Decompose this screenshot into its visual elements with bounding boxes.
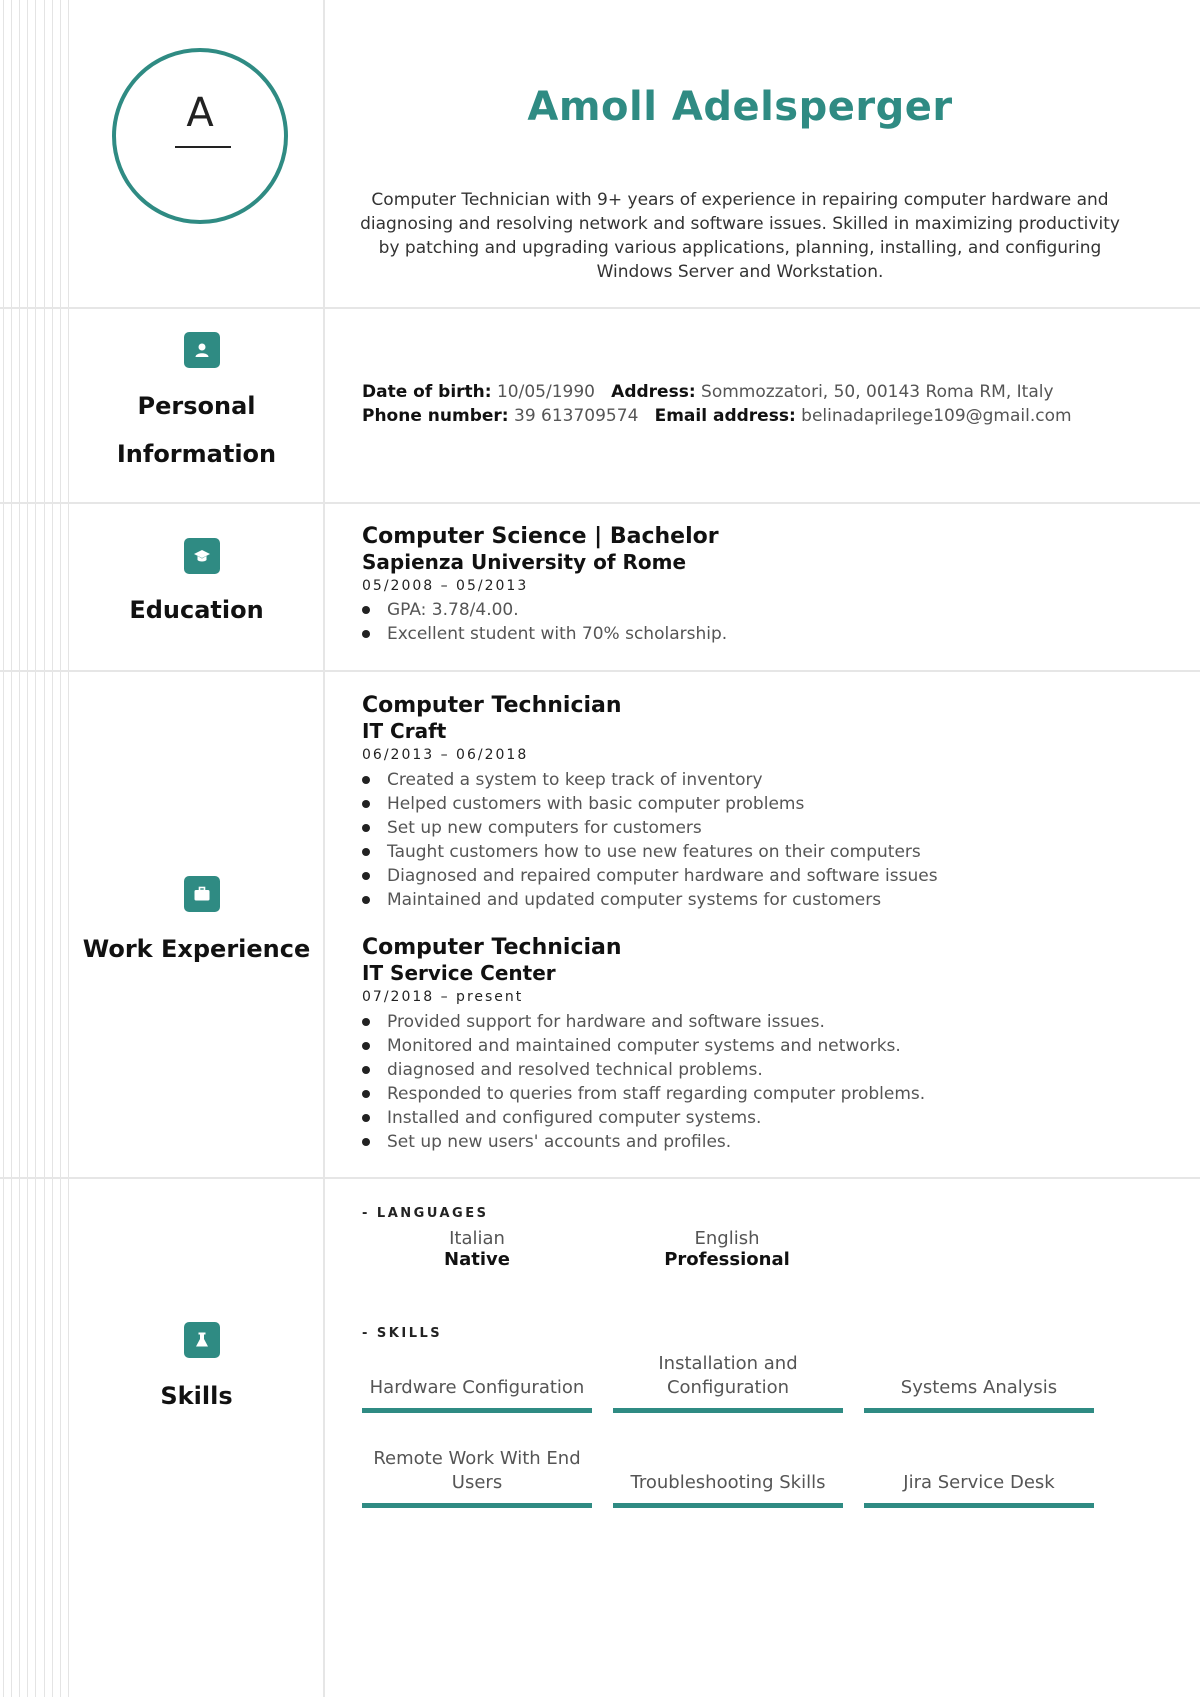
list-item: Monitored and maintained computer systems and networks.	[362, 1034, 925, 1058]
skill-item: Troubleshooting Skills	[613, 1438, 843, 1508]
skill-item: Installation and Configuration	[613, 1343, 843, 1413]
list-item: Created a system to keep track of inventory	[362, 768, 938, 792]
skill-item: Hardware Configuration	[362, 1343, 592, 1413]
languages-label: - LANGUAGES	[362, 1206, 489, 1221]
skill-item: Jira Service Desk	[864, 1438, 1094, 1508]
briefcase-icon	[184, 876, 220, 912]
language-name: English	[694, 1228, 760, 1249]
graduation-cap-icon	[184, 538, 220, 574]
section-title-skills: Skills	[160, 1382, 233, 1410]
skills-label: - SKILLS	[362, 1326, 443, 1341]
job-dates: 06/2013 – 06/2018	[362, 747, 529, 763]
list-item: Set up new computers for customers	[362, 816, 938, 840]
education-school: Sapienza University of Rome	[362, 550, 687, 574]
language-name: Italian	[449, 1228, 505, 1249]
list-item: Maintained and updated computer systems for customers	[362, 888, 938, 912]
list-item: Installed and configured computer systems.	[362, 1106, 925, 1130]
email-label: Email address:	[654, 406, 796, 426]
skill-item: Systems Analysis	[864, 1343, 1094, 1413]
job-company: IT Service Center	[362, 961, 556, 985]
email-value: belinadaprilege109@gmail.com	[801, 406, 1072, 426]
address-value: Sommozzatori, 50, 00143 Roma RM, Italy	[701, 382, 1054, 402]
job-bullets	[362, 768, 938, 912]
person-icon	[184, 332, 220, 368]
phone-value: 39 613709574	[514, 406, 639, 426]
summary: Computer Technician with 9+ years of experience in repairing computer hardware and diagnosing and resolving network and software issues. Skilled in maximizing productivity by patching and upgrading various applications, planning, installing, and configuring Windows Server and Workstation.	[360, 190, 1120, 282]
job-title: Computer Technician	[362, 693, 622, 718]
personal-line-2	[362, 406, 1072, 426]
dob-label: Date of birth:	[362, 382, 492, 402]
job-bullets	[362, 1010, 925, 1154]
list-item: Excellent student with 70% scholarship.	[362, 622, 727, 646]
section-divider	[0, 670, 1200, 672]
phone-label: Phone number:	[362, 406, 509, 426]
job-title: Computer Technician	[362, 935, 622, 960]
candidate-name: Amoll Adelsperger	[527, 84, 953, 130]
language-item	[612, 1228, 842, 1270]
list-item: Provided support for hardware and software issues.	[362, 1010, 925, 1034]
education-bullets	[362, 598, 727, 646]
language-level: Native	[444, 1249, 510, 1270]
avatar-underline	[175, 146, 231, 148]
list-item: diagnosed and resolved technical problems.	[362, 1058, 925, 1082]
language-level: Professional	[664, 1249, 790, 1270]
job-company: IT Craft	[362, 719, 447, 743]
personal-line-1	[362, 382, 1054, 402]
language-item	[362, 1228, 592, 1270]
section-divider	[0, 307, 1200, 309]
section-divider	[0, 502, 1200, 504]
education-title: Computer Science | Bachelor	[362, 524, 719, 549]
list-item: Diagnosed and repaired computer hardware and software issues	[362, 864, 938, 888]
avatar	[112, 48, 288, 224]
section-title-work: Work Experience	[82, 935, 311, 963]
dob-value: 10/05/1990	[496, 382, 595, 402]
section-divider	[0, 1177, 1200, 1179]
address-label: Address:	[611, 382, 696, 402]
margin-lines	[0, 0, 70, 1697]
list-item: Set up new users' accounts and profiles.	[362, 1130, 925, 1154]
section-title-education: Education	[129, 596, 264, 624]
education-dates: 05/2008 – 05/2013	[362, 578, 529, 594]
job-dates: 07/2018 – present	[362, 989, 524, 1005]
list-item: Taught customers how to use new features on their computers	[362, 840, 938, 864]
flask-icon	[184, 1322, 220, 1358]
list-item: Responded to queries from staff regarding computer problems.	[362, 1082, 925, 1106]
skill-item: Remote Work With End Users	[362, 1438, 592, 1508]
list-item: Helped customers with basic computer problems	[362, 792, 938, 816]
list-item: GPA: 3.78/4.00.	[362, 598, 727, 622]
avatar-initial: A	[186, 90, 214, 136]
column-divider	[323, 0, 325, 1697]
section-title-personal: Personal Information	[116, 392, 277, 468]
